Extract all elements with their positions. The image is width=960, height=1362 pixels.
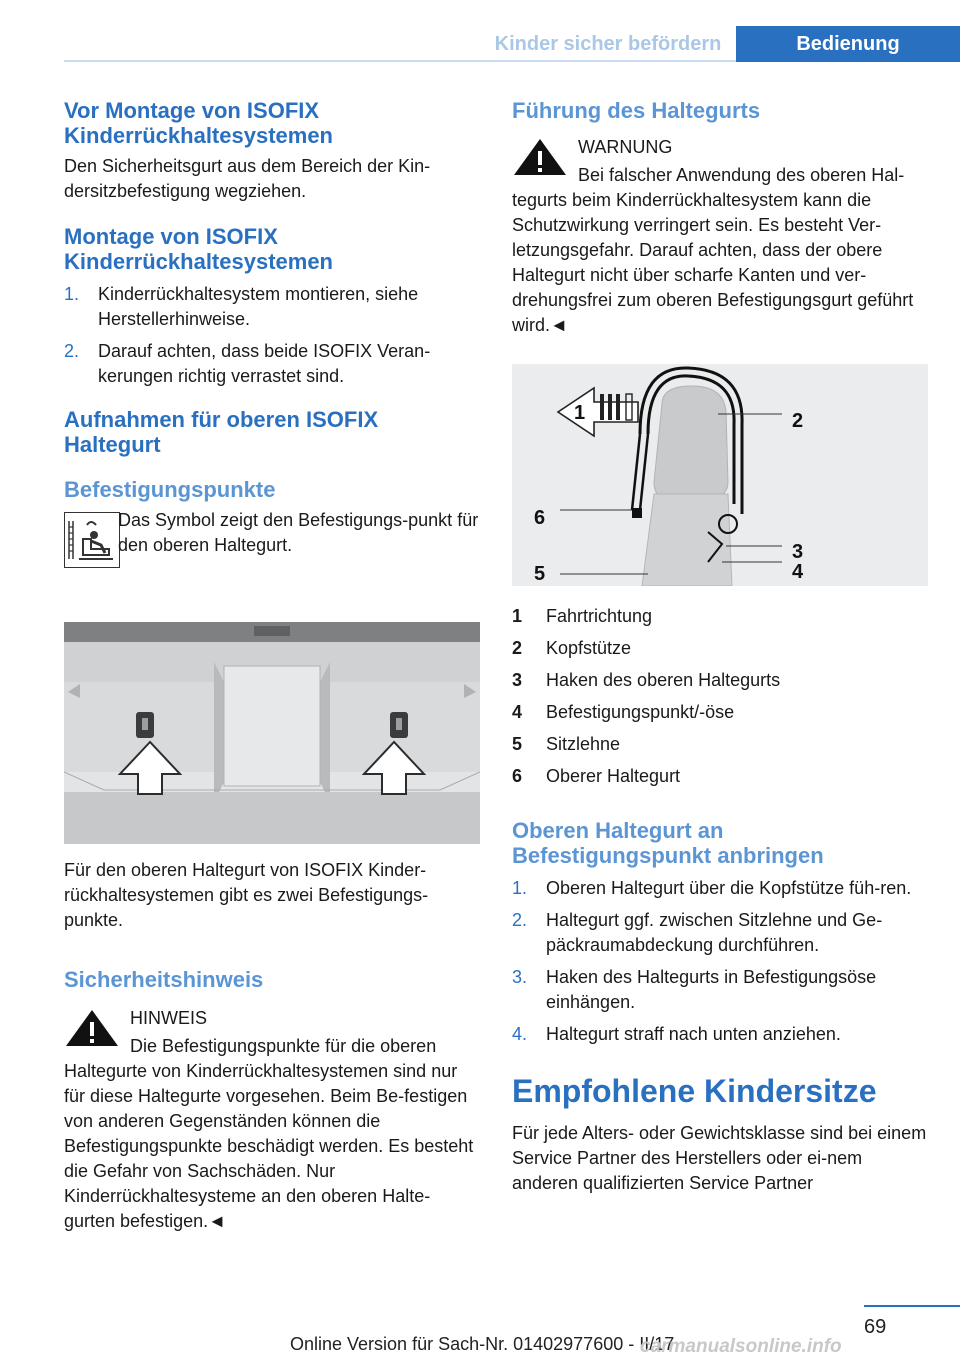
figure-label-6: 6 xyxy=(534,507,546,529)
paragraph-vor-montage: Den Sicherheitsgurt aus dem Bereich der Kin-dersitzbefestigung wegziehen. xyxy=(64,156,431,201)
page-number: 69 xyxy=(864,1316,887,1338)
heading-befestigungspunkte: Befestigungspunkte xyxy=(64,477,276,502)
legend-row: 5 Sitzlehne xyxy=(512,734,621,754)
figure-label-5: 5 xyxy=(534,563,546,585)
legend-row: 1 Fahrtrichtung xyxy=(512,606,653,626)
warning-triangle-icon xyxy=(512,137,568,177)
hinweis-text: Die Befestigungspunkte für die oberen Haltegurte von Kinderrückhaltesystemen sind nur für diese Haltegurte vorgesehen. Beim Be-festigen von anderen Gegenständen können die Befestigungspunkte beschädigt werden. Es besteht die Gefahr von Sachschäden. Nur Kinderrückhaltesysteme an den oberen Halte-gurten befestigen.◄ xyxy=(64,1036,474,1231)
warning-triangle-icon xyxy=(64,1008,120,1048)
legend-row: 3 Haken des oberen Haltegurts xyxy=(512,670,781,690)
footer-online-version: Online Version für Sach-Nr. 01402977600 - II/17 xyxy=(290,1334,675,1354)
heading-anbringen: Oberen Haltegurt an Befestigungspunkt anbringen xyxy=(512,818,824,868)
list-item: 4. Haltegurt straff nach unten anziehen. xyxy=(512,1024,841,1044)
heading-fuehrung: Führung des Haltegurts xyxy=(512,98,761,123)
heading-montage: Montage von ISOFIX Kinderrückhaltesystemen xyxy=(64,224,333,274)
paragraph-zwei-punkte: Für den oberen Haltegurt von ISOFIX Kinder-rückhaltesystemen gibt es zwei Befestigungs-punkte. xyxy=(64,860,429,930)
symbol-description: Das Symbol zeigt den Befestigungs-punkt für den oberen Haltegurt. xyxy=(118,510,479,555)
trunk-photo xyxy=(64,622,480,844)
legend-row: 4 Befestigungspunkt/-öse xyxy=(512,702,735,722)
heading-empfohlene-kindersitze: Empfohlene Kindersitze xyxy=(512,1073,877,1109)
figure-label-1: 1 xyxy=(574,402,586,424)
symbol-block xyxy=(64,508,480,574)
warnung-title: WARNUNG xyxy=(578,137,673,157)
list-item: 2. Haltegurt ggf. zwischen Sitzlehne und Ge-päckraumabdeckung durchführen. xyxy=(512,910,883,955)
list-item: 2. Darauf achten, dass beide ISOFIX Veran-kerungen richtig verrastet sind. xyxy=(64,341,431,386)
headrest-diagram xyxy=(512,364,928,586)
child-seat-anchor-icon xyxy=(64,512,120,568)
heading-sicherheitshinweis: Sicherheitshinweis xyxy=(64,967,264,992)
legend-row: 6 Oberer Haltegurt xyxy=(512,766,681,786)
watermark: carmanualsonline.info xyxy=(640,1336,842,1357)
hinweis-title: HINWEIS xyxy=(130,1008,208,1028)
legend-row: 2 Kopfstütze xyxy=(512,638,632,658)
figure-label-3: 3 xyxy=(792,541,804,563)
heading-vor-montage: Vor Montage von ISOFIX Kinderrückhaltesystemen xyxy=(64,98,333,148)
warnung-note xyxy=(512,133,928,338)
header-tab-bedienung: Bedienung xyxy=(736,26,960,62)
warnung-text: Bei falscher Anwendung des oberen Hal-tegurts beim Kinderrückhaltesystem kann die Schutzwirkung verringert sein. Es besteht Ver-letzungsgefahr. Darauf achten, dass der obere Haltegurt nicht über scharfe Kanten und ver-drehungsfrei zum oberen Befestigungsgurt geführt wird.◄ xyxy=(512,165,914,335)
paragraph-empfohlene: Für jede Alters- oder Gewichtsklasse sind bei einem Service Partner des Herstellers oder ei-nem anderen qualifizierten Service Partner xyxy=(512,1123,927,1193)
list-item: 1. Kinderrückhaltesystem montieren, siehe Herstellerhinweise. xyxy=(64,284,419,329)
heading-aufnahmen: Aufnahmen für oberen ISOFIX Haltegurt xyxy=(64,407,379,457)
hinweis-note xyxy=(64,1004,480,1234)
right-column xyxy=(512,98,928,1196)
figure-label-2: 2 xyxy=(792,410,804,432)
left-column xyxy=(64,98,480,1234)
footer-rule xyxy=(864,1305,960,1307)
figure-label-4: 4 xyxy=(792,561,804,583)
header-section-title: Kinder sicher befördern xyxy=(494,33,722,55)
list-item: 3. Haken des Haltegurts in Befestigungsöse einhängen. xyxy=(512,967,877,1012)
figure-legend xyxy=(512,600,928,792)
list-item: 1. Oberen Haltegurt über die Kopfstütze füh-ren. xyxy=(512,878,912,898)
anbringen-steps xyxy=(512,876,928,1047)
montage-steps xyxy=(64,282,480,389)
